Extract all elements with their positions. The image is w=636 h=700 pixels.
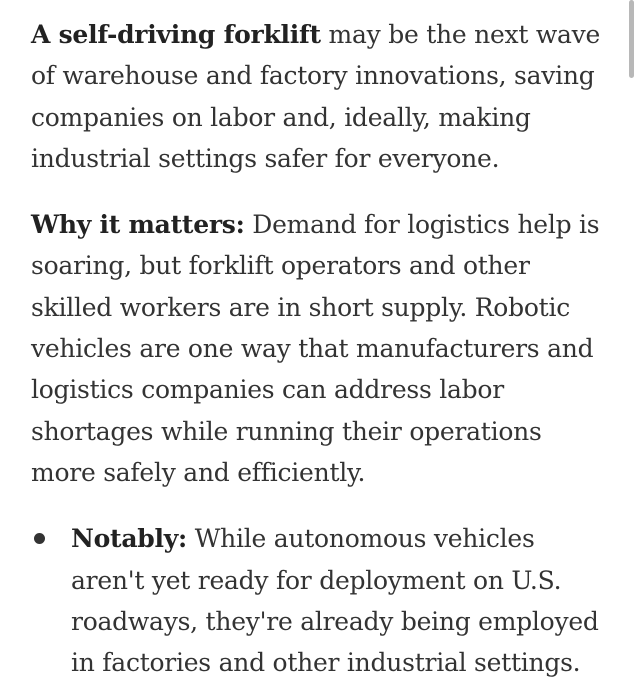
- notably-lead: Notably:: [71, 524, 188, 554]
- why-it-matters-paragraph: [31, 204, 609, 493]
- notably-text: While autonomous vehicles aren't yet ready for deployment on U.S. roadways, they're already being employed in factories and other industrial settings.: [71, 524, 599, 678]
- bullet-list: [31, 518, 609, 683]
- intro-paragraph: [31, 14, 609, 179]
- why-it-matters-text: Demand for logistics help is soaring, but forklift operators and other skilled workers are in short supply. Robotic vehicles are one way that manufacturers and logistics companies can address labor shortages while running their operations more safely and efficiently.: [31, 210, 600, 487]
- intro-lead: A self-driving forklift: [31, 20, 321, 49]
- intro-text: may be the next wave of warehouse and factory innovations, saving companies on labor and, ideally, making industrial settings safer for everyone.: [31, 20, 601, 173]
- bullet-icon: [34, 533, 45, 544]
- list-item: [71, 518, 609, 683]
- scrollbar-thumb[interactable]: [629, 0, 634, 78]
- why-it-matters-lead: Why it matters:: [31, 210, 245, 240]
- article-body: [31, 14, 609, 683]
